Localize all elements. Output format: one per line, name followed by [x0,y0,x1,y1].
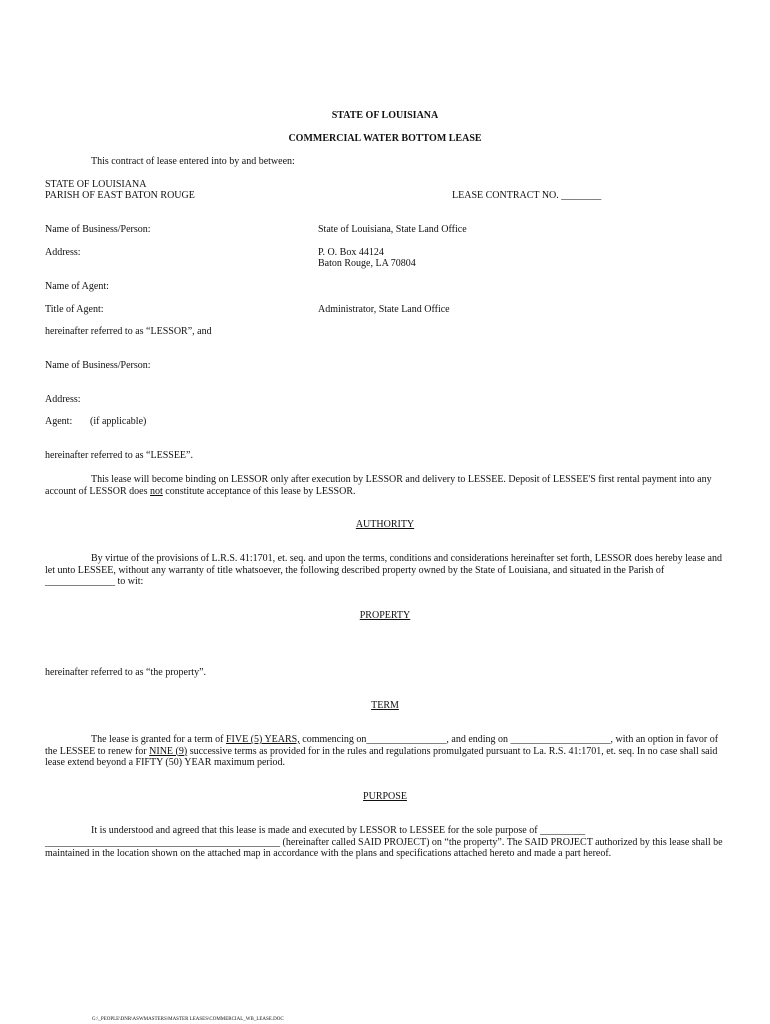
purpose-heading: PURPOSE [363,791,407,802]
lessee-agent-note: (if applicable) [90,416,147,427]
document-state-heading: STATE OF LOUISIANA [331,110,439,121]
document-title: COMMERCIAL WATER BOTTOM LEASE [288,133,482,144]
lessor-address-line2: Baton Rouge, LA 70804 [318,258,416,269]
term-paragraph [45,734,725,769]
property-heading: PROPERTY [359,610,411,621]
lessor-agent-title-label: Title of Agent: [45,304,104,315]
party-parish: PARISH OF EAST BATON ROUGE [45,190,195,201]
binding-paragraph [45,474,725,497]
term-text-1: The lease is granted for a term of [91,734,226,745]
lessee-address-label: Address: [45,394,81,405]
lessor-agent-label: Name of Agent: [45,281,109,292]
lessor-agent-title-value: Administrator, State Land Office [318,304,450,315]
lessor-address-label: Address: [45,247,81,258]
party-state: STATE OF LOUISIANA [45,179,147,190]
lease-contract-number: LEASE CONTRACT NO. ________ [452,190,602,201]
footer-file-path: G:\_PEOPLE\DNR\ASWMASTERS\MASTER LEASES\COMMERCIAL_WB_LEASE.DOC [92,1017,284,1022]
binding-not-emphasis: not [150,485,163,497]
lessor-referred-text: hereinafter referred to as “LESSOR”, and [45,326,212,337]
term-text-2: commencing on________________, and ending on ____________________, with an option in favor of the LESSEE to renew for [45,734,719,757]
binding-text-1: This lease will become binding on LESSOR only after execution by LESSOR and delivery to LESSEE. Deposit of LESSEE'S first rental payment into any account of LESSOR does [45,474,712,497]
intro-text: This contract of lease entered into by and between: [91,156,295,167]
authority-paragraph: By virtue of the provisions of L.R.S. 41:1701, et. seq. and upon the terms, conditions and considerations hereinafter set forth, LESSOR does hereby lease and let unto LESSEE, without any warranty of title whatsoever, the following described property owned by the State of Louisiana, and situated in the Parish of ______________ to wit: [45,553,722,587]
lessee-name-label: Name of Business/Person: [45,360,151,371]
binding-text-2: constitute acceptance of this lease by LESSOR. [162,485,356,497]
purpose-paragraph: It is understood and agreed that this lease is made and executed by LESSOR to LESSEE for the sole purpose of _________ _______________________________________________ (hereinafter called SAID PROJECT) on “the property”. The SAID PROJECT authorized by this lease shall be maintained in the location shown on the attached map in accordance with the plans and specifications attached hereto and made a part hereof. [45,825,723,859]
lessor-name-label: Name of Business/Person: [45,224,151,235]
lessee-agent-label: Agent: [45,416,73,427]
term-five-years: FIVE (5) YEARS, [225,734,300,745]
lessor-name-value: State of Louisiana, State Land Office [318,224,467,235]
lessee-referred-text: hereinafter referred to as “LESSEE”. [45,450,193,461]
lessor-address-line1: P. O. Box 44124 [318,247,384,258]
term-heading: TERM [371,700,399,711]
authority-heading: AUTHORITY [355,519,415,530]
term-text-3: successive terms as provided for in the rules and regulations promulgated pursuant to La. R.S. 41:1701, et. seq. In no case shall said lease extend beyond a FIFTY (50) YEAR maximum period. [45,745,718,768]
term-nine: NINE (9) [149,745,188,757]
property-referred-text: hereinafter referred to as “the property”. [45,667,207,678]
